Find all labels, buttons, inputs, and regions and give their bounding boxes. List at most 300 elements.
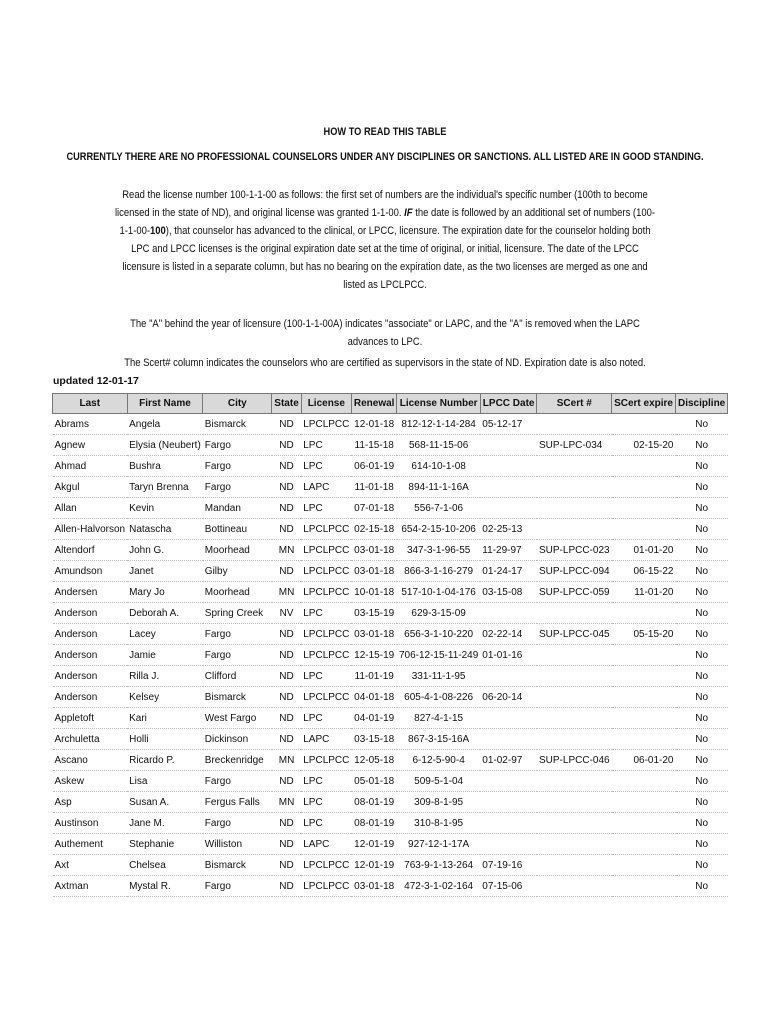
cell-discipline: No [676,855,728,876]
cell-lpcc-date [480,708,537,729]
table-row [53,477,728,498]
cell-scert-expire [612,708,676,729]
cell-state: ND [272,813,301,834]
cell-license-number: 509-5-1-04 [397,771,480,792]
cell-last: Anderson [53,645,128,666]
associate-explanation: The "A" behind the year of licensure (100-1-1-00A) indicates "associate" or LAPC, and the "A" is removed when the LAPC advances to LPC. [130,318,640,348]
cell-city: Williston [203,834,272,855]
column-header-scert: SCert # [537,394,612,414]
table-row [53,540,728,561]
cell-renewal: 12-15-19 [351,645,397,666]
cell-last: Altendorf [53,540,128,561]
cell-city: Moorhead [203,540,272,561]
cell-last: Anderson [53,687,128,708]
table-row [53,813,728,834]
cell-lpcc-date: 06-20-14 [480,687,537,708]
cell-city: Fargo [203,771,272,792]
cell-license: LPC [301,666,351,687]
cell-discipline: No [676,813,728,834]
cell-license: LPCLPCC [301,645,351,666]
cell-city: Fargo [203,456,272,477]
cell-city: Spring Creek [203,603,272,624]
cell-first-name: Lacey [127,624,203,645]
cell-license: LPCLPCC [301,687,351,708]
cell-last: Abrams [53,414,128,435]
cell-discipline: No [676,834,728,855]
cell-renewal: 08-01-19 [351,792,397,813]
cell-last: Ascano [53,750,128,771]
table-row [53,498,728,519]
cell-renewal: 11-01-19 [351,666,397,687]
explanation-part-a: Read the license number 100-1-1-00 as follows: the first set of numbers are the individual's specific number (100th to become licensed in the state of ND), and original license was granted 1-1-00. [114,189,648,219]
cell-last: Anderson [53,603,128,624]
cell-scert: SUP-LPCC-023 [537,540,612,561]
cell-state: ND [272,456,301,477]
explanation-if: IF [404,207,413,219]
cell-renewal: 03-01-18 [351,624,397,645]
cell-lpcc-date: 07-15-06 [480,876,537,897]
table-row [53,687,728,708]
cell-discipline: No [676,666,728,687]
cell-license-number: 605-4-1-08-226 [397,687,480,708]
cell-license: LPC [301,771,351,792]
cell-city: Bismarck [203,855,272,876]
cell-scert [537,519,612,540]
cell-lpcc-date: 01-24-17 [480,561,537,582]
cell-lpcc-date [480,435,537,456]
cell-lpcc-date: 01-02-97 [480,750,537,771]
cell-discipline: No [676,456,728,477]
cell-renewal: 12-01-19 [351,834,397,855]
cell-city: Bottineau [203,519,272,540]
cell-city: West Fargo [203,708,272,729]
cell-scert-expire: 01-01-20 [612,540,676,561]
cell-license: LPCLPCC [301,582,351,603]
cell-scert-expire [612,834,676,855]
table-row [53,624,728,645]
cell-renewal: 03-15-18 [351,729,397,750]
cell-scert-expire [612,603,676,624]
column-header-state: State [272,394,301,414]
cell-scert [537,456,612,477]
table-header-row [53,394,728,414]
cell-scert [537,855,612,876]
cell-city: Mandan [203,498,272,519]
cell-state: ND [272,876,301,897]
cell-city: Fargo [203,645,272,666]
cell-last: Anderson [53,666,128,687]
cell-state: MN [272,750,301,771]
cell-last: Andersen [53,582,128,603]
cell-license: LPC [301,603,351,624]
cell-discipline: No [676,561,728,582]
cell-discipline: No [676,477,728,498]
cell-city: Fargo [203,477,272,498]
column-header-city: City [203,394,272,414]
cell-state: ND [272,435,301,456]
column-header-first-name: First Name [127,394,203,414]
cell-last: Appletoft [53,708,128,729]
cell-first-name: Kari [127,708,203,729]
cell-license-number: 654-2-15-10-206 [397,519,480,540]
cell-first-name: Jamie [127,645,203,666]
cell-first-name: Chelsea [127,855,203,876]
column-header-last: Last [53,394,128,414]
cell-state: ND [272,666,301,687]
cell-renewal: 05-01-18 [351,771,397,792]
cell-renewal: 03-01-18 [351,876,397,897]
cell-first-name: Kevin [127,498,203,519]
cell-license: LPC [301,708,351,729]
cell-renewal: 11-01-18 [351,477,397,498]
cell-license-number: 867-3-15-16A [397,729,480,750]
cell-license-number: 309-8-1-95 [397,792,480,813]
cell-last: Agnew [53,435,128,456]
cell-state: ND [272,519,301,540]
cell-last: Archuletta [53,729,128,750]
cell-lpcc-date [480,813,537,834]
cell-scert [537,498,612,519]
cell-license-number: 556-7-1-06 [397,498,480,519]
cell-scert-expire: 06-15-22 [612,561,676,582]
cell-scert [537,477,612,498]
cell-scert [537,687,612,708]
cell-license: LPCLPCC [301,561,351,582]
cell-state: ND [272,771,301,792]
cell-discipline: No [676,624,728,645]
table-row [53,582,728,603]
cell-scert-expire [612,813,676,834]
explanation-bold-number: 100 [150,225,166,237]
cell-license-number: 6-12-5-90-4 [397,750,480,771]
cell-scert [537,666,612,687]
cell-first-name: Mary Jo [127,582,203,603]
cell-city: Fargo [203,435,272,456]
cell-discipline: No [676,519,728,540]
cell-license-number: 827-4-1-15 [397,708,480,729]
table-body [53,414,728,897]
cell-city: Clifford [203,666,272,687]
cell-license: LPCLPCC [301,519,351,540]
cell-discipline: No [676,687,728,708]
cell-renewal: 12-01-18 [351,414,397,435]
cell-renewal: 02-15-18 [351,519,397,540]
cell-scert: SUP-LPC-034 [537,435,612,456]
cell-city: Fergus Falls [203,792,272,813]
cell-lpcc-date: 11-29-97 [480,540,537,561]
cell-first-name: Natascha [127,519,203,540]
cell-first-name: Angela [127,414,203,435]
table-row [53,792,728,813]
cell-state: MN [272,792,301,813]
cell-scert [537,645,612,666]
cell-renewal: 12-05-18 [351,750,397,771]
cell-lpcc-date: 01-01-16 [480,645,537,666]
cell-renewal: 03-01-18 [351,540,397,561]
cell-scert: SUP-LPCC-046 [537,750,612,771]
cell-discipline: No [676,540,728,561]
cell-last: Asp [53,792,128,813]
cell-last: Amundson [53,561,128,582]
cell-lpcc-date [480,771,537,792]
cell-scert-expire [612,687,676,708]
cell-first-name: Bushra [127,456,203,477]
counselor-table [52,393,728,897]
cell-city: Gilby [203,561,272,582]
cell-city: Dickinson [203,729,272,750]
cell-scert [537,603,612,624]
cell-renewal: 04-01-18 [351,687,397,708]
cell-license-number: 894-11-1-16A [397,477,480,498]
table-row [53,456,728,477]
cell-city: Fargo [203,813,272,834]
cell-first-name: Mystal R. [127,876,203,897]
cell-discipline: No [676,498,728,519]
cell-lpcc-date: 07-19-16 [480,855,537,876]
cell-lpcc-date [480,792,537,813]
cell-lpcc-date: 05-12-17 [480,414,537,435]
cell-discipline: No [676,603,728,624]
cell-state: ND [272,477,301,498]
updated-date: updated 12-01-17 [53,375,139,387]
cell-last: Akgul [53,477,128,498]
cell-lpcc-date [480,729,537,750]
cell-scert-expire [612,519,676,540]
cell-last: Allen-Halvorson [53,519,128,540]
cell-first-name: John G. [127,540,203,561]
cell-renewal: 08-01-19 [351,813,397,834]
cell-license: LPC [301,435,351,456]
cell-lpcc-date [480,456,537,477]
cell-lpcc-date [480,498,537,519]
page-title: HOW TO READ THIS TABLE [323,126,447,138]
cell-license: LPC [301,792,351,813]
cell-license: LPCLPCC [301,855,351,876]
cell-renewal: 03-01-18 [351,561,397,582]
cell-scert [537,729,612,750]
cell-scert-expire: 05-15-20 [612,624,676,645]
cell-license: LPCLPCC [301,624,351,645]
cell-scert-expire [612,876,676,897]
column-header-license-number: License Number [397,394,480,414]
column-header-discipline: Discipline [676,394,728,414]
cell-scert: SUP-LPCC-094 [537,561,612,582]
cell-state: ND [272,498,301,519]
cell-license-number: 614-10-1-08 [397,456,480,477]
table-row [53,414,728,435]
cell-first-name: Kelsey [127,687,203,708]
table-row [53,666,728,687]
cell-state: MN [272,582,301,603]
explanation-part-b: the date is followed by an additional set of numbers (100-1-1-00- [119,207,656,237]
table-row [53,435,728,456]
cell-lpcc-date: 02-25-13 [480,519,537,540]
cell-license: LAPC [301,729,351,750]
license-number-explanation [114,186,656,294]
cell-scert-expire [612,645,676,666]
cell-city: Moorhead [203,582,272,603]
cell-scert-expire [612,771,676,792]
table-row [53,561,728,582]
cell-first-name: Lisa [127,771,203,792]
cell-discipline: No [676,414,728,435]
cell-renewal: 12-01-19 [351,855,397,876]
cell-last: Askew [53,771,128,792]
column-header-scert-expire: SCert expire [612,394,676,414]
cell-license-number: 866-3-1-16-279 [397,561,480,582]
cell-discipline: No [676,708,728,729]
cell-renewal: 04-01-19 [351,708,397,729]
table-row [53,750,728,771]
cell-scert [537,708,612,729]
cell-license: LPCLPCC [301,750,351,771]
cell-first-name: Susan A. [127,792,203,813]
cell-discipline: No [676,771,728,792]
cell-state: ND [272,834,301,855]
cell-city: Fargo [203,876,272,897]
cell-scert-expire: 02-15-20 [612,435,676,456]
cell-scert [537,771,612,792]
cell-lpcc-date [480,666,537,687]
scert-explanation: The Scert# column indicates the counselors who are certified as supervisors in the state of ND. Expiration date is also noted. [124,357,646,369]
cell-scert-expire [612,498,676,519]
cell-license-number: 517-10-1-04-176 [397,582,480,603]
cell-discipline: No [676,750,728,771]
cell-license-number: 763-9-1-13-264 [397,855,480,876]
cell-last: Allan [53,498,128,519]
cell-license: LPC [301,456,351,477]
cell-scert [537,792,612,813]
cell-city: Bismarck [203,414,272,435]
cell-license-number: 927-12-1-17A [397,834,480,855]
cell-renewal: 07-01-18 [351,498,397,519]
cell-last: Ahmad [53,456,128,477]
cell-city: Breckenridge [203,750,272,771]
standing-notice: CURRENTLY THERE ARE NO PROFESSIONAL COUNSELORS UNDER ANY DISCIPLINES OR SANCTIONS. ALL LISTED ARE IN GOOD STANDING. [66,151,704,163]
cell-first-name: Janet [127,561,203,582]
cell-license-number: 472-3-1-02-164 [397,876,480,897]
cell-scert [537,414,612,435]
column-header-renewal: Renewal [351,394,397,414]
cell-state: NV [272,603,301,624]
cell-city: Bismarck [203,687,272,708]
cell-license-number: 347-3-1-96-55 [397,540,480,561]
cell-renewal: 06-01-19 [351,456,397,477]
cell-license: LPCLPCC [301,414,351,435]
table-row [53,519,728,540]
cell-scert [537,834,612,855]
table-row [53,603,728,624]
cell-scert-expire [612,729,676,750]
cell-state: ND [272,624,301,645]
cell-lpcc-date [480,834,537,855]
cell-first-name: Stephanie [127,834,203,855]
cell-license-number: 629-3-15-09 [397,603,480,624]
cell-license: LPC [301,813,351,834]
cell-renewal: 11-15-18 [351,435,397,456]
cell-license-number: 331-11-1-95 [397,666,480,687]
cell-discipline: No [676,792,728,813]
cell-state: ND [272,414,301,435]
cell-first-name: Rilla J. [127,666,203,687]
table-row [53,855,728,876]
cell-scert-expire [612,855,676,876]
cell-last: Axt [53,855,128,876]
cell-discipline: No [676,876,728,897]
cell-lpcc-date [480,477,537,498]
cell-state: MN [272,540,301,561]
cell-license-number: 656-3-1-10-220 [397,624,480,645]
cell-scert-expire [612,414,676,435]
explanation-part-c: ), that counselor has advanced to the clinical, or LPCC, licensure. The expiration date for the counselor holding both LPC and LPCC licenses is the original expiration date set at the time of original, or initial, licensure. The date of the LPCC licensure is listed in a separate column, but has no bearing on the expiration date, as the two licenses are merged as one and listed as LPCLPCC. [122,225,651,291]
cell-license-number: 568-11-15-06 [397,435,480,456]
cell-discipline: No [676,645,728,666]
table-row [53,708,728,729]
cell-license: LAPC [301,834,351,855]
cell-scert: SUP-LPCC-059 [537,582,612,603]
cell-state: ND [272,729,301,750]
cell-scert-expire: 06-01-20 [612,750,676,771]
cell-license: LPCLPCC [301,876,351,897]
cell-first-name: Elysia (Neubert) [127,435,203,456]
cell-scert-expire [612,792,676,813]
table-row [53,771,728,792]
cell-scert-expire [612,477,676,498]
cell-last: Austinson [53,813,128,834]
table-row [53,834,728,855]
cell-last: Authement [53,834,128,855]
cell-discipline: No [676,435,728,456]
cell-first-name: Taryn Brenna [127,477,203,498]
column-header-license: License [301,394,351,414]
cell-discipline: No [676,729,728,750]
cell-discipline: No [676,582,728,603]
table-row [53,876,728,897]
cell-license-number: 706-12-15-11-249 [397,645,480,666]
cell-scert [537,813,612,834]
cell-license: LPC [301,498,351,519]
column-header-lpcc-date: LPCC Date [480,394,537,414]
cell-last: Anderson [53,624,128,645]
table-row [53,645,728,666]
cell-state: ND [272,561,301,582]
cell-scert-expire [612,666,676,687]
cell-lpcc-date: 03-15-08 [480,582,537,603]
cell-state: ND [272,855,301,876]
cell-renewal: 10-01-18 [351,582,397,603]
cell-first-name: Jane M. [127,813,203,834]
cell-renewal: 03-15-19 [351,603,397,624]
cell-state: ND [272,645,301,666]
cell-license-number: 812-12-1-14-284 [397,414,480,435]
cell-scert: SUP-LPCC-045 [537,624,612,645]
cell-first-name: Deborah A. [127,603,203,624]
cell-scert-expire: 11-01-20 [612,582,676,603]
cell-license: LAPC [301,477,351,498]
cell-first-name: Ricardo P. [127,750,203,771]
cell-scert [537,876,612,897]
cell-lpcc-date [480,603,537,624]
cell-lpcc-date: 02-22-14 [480,624,537,645]
table-row [53,729,728,750]
cell-city: Fargo [203,624,272,645]
cell-license-number: 310-8-1-95 [397,813,480,834]
cell-state: ND [272,708,301,729]
cell-scert-expire [612,456,676,477]
cell-state: ND [272,687,301,708]
cell-first-name: Holli [127,729,203,750]
cell-last: Axtman [53,876,128,897]
